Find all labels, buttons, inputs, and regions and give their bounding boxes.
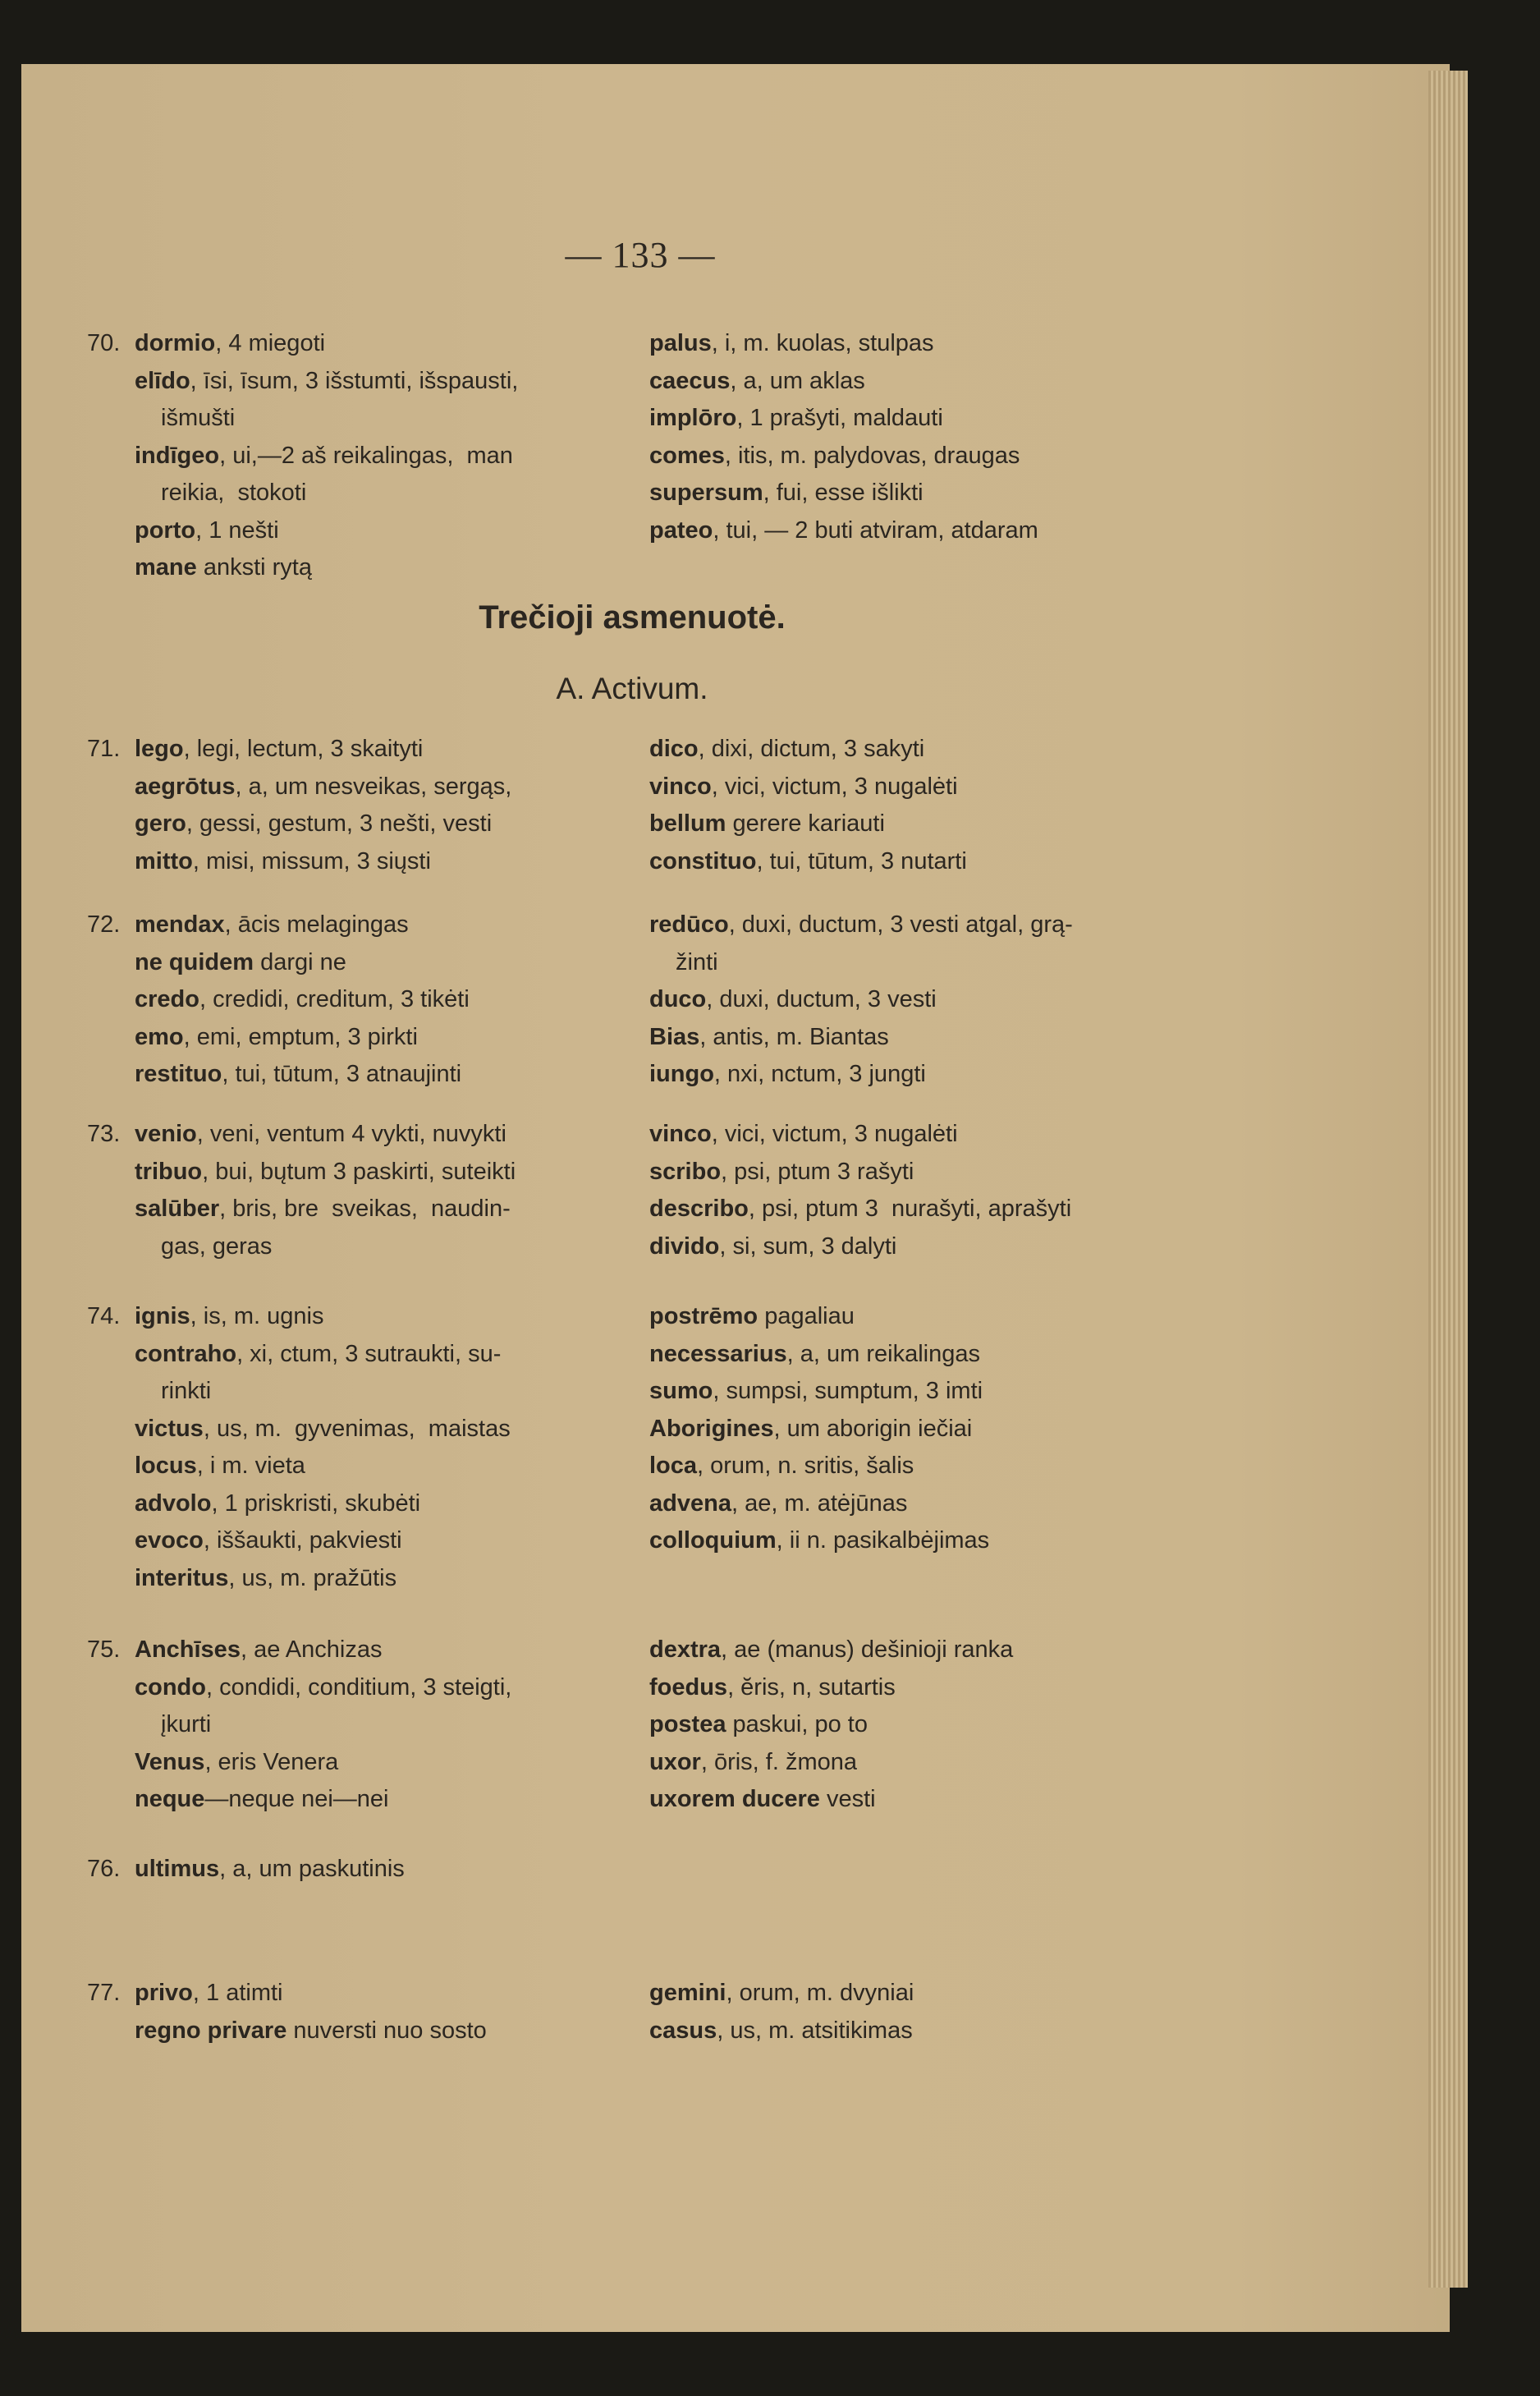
definition: , duxi, ductum, 3 vesti	[706, 986, 937, 1012]
vocab-entry	[649, 438, 1038, 475]
vocab-entry	[135, 1560, 511, 1598]
definition: , a, um paskutinis	[219, 1856, 405, 1882]
section-subheading: A. Activum.	[556, 672, 708, 705]
latin-headword: elīdo	[135, 367, 190, 394]
definition: , psi, ptum 3 nurašyti, aprašyti	[748, 1196, 1072, 1222]
vocab-entry	[649, 1706, 1013, 1744]
latin-headword: bellum	[649, 810, 726, 837]
definition: , 1 nešti	[195, 516, 279, 544]
vocab-entry	[135, 1228, 516, 1266]
exercise-number: 77.	[87, 1980, 121, 2006]
definition: , duxi, ductum, 3 vesti atgal, grą-	[728, 911, 1073, 938]
vocab-entry	[649, 1744, 1013, 1782]
vocab-entry	[135, 1019, 470, 1057]
latin-headword: sumo	[649, 1378, 713, 1404]
vocab-entry	[135, 981, 470, 1019]
definition: , orum, n. sritis, šalis	[697, 1453, 914, 1479]
vocab-entry	[649, 731, 967, 769]
latin-headword: mitto	[135, 847, 193, 874]
latin-headword: victus	[135, 1415, 204, 1442]
vocab-entry	[135, 806, 511, 843]
vocab-entry	[649, 325, 1038, 363]
latin-headword: contraho	[135, 1340, 237, 1367]
definition: , ae, m. atėjūnas	[731, 1489, 908, 1517]
latin-headword: caecus	[649, 367, 731, 394]
latin-headword: foedus	[649, 1673, 728, 1701]
definition: , ācis melagingas	[224, 911, 409, 938]
latin-headword: ultimus	[135, 1856, 220, 1882]
vocab-entry	[135, 1298, 511, 1336]
definition: , 1 prašyti, maldauti	[736, 405, 943, 431]
definition: , si, sum, 3 dalyti	[719, 1232, 897, 1260]
vocab-entry	[135, 363, 518, 401]
definition: , 4 miegoti	[215, 330, 326, 356]
definition: rinkti	[161, 1378, 212, 1404]
latin-headword: supersum	[649, 480, 763, 506]
latin-headword: lego	[135, 736, 184, 762]
definition: , īsi, īsum, 3 išstumti, išspausti,	[190, 367, 519, 394]
latin-headword: comes	[649, 442, 725, 469]
vocab-entry	[649, 769, 967, 806]
definition: , i, m. kuolas, stulpas	[711, 330, 934, 356]
right-column	[649, 731, 967, 880]
latin-headword: vinco	[649, 1121, 712, 1147]
definition: , is, m. ugnis	[190, 1303, 324, 1329]
vocab-entry	[135, 325, 518, 363]
definition: , us, m. gyvenimas, maistas	[203, 1415, 511, 1442]
definition: , nxi, nctum, 3 jungti	[713, 1061, 926, 1087]
latin-headword: dormio	[135, 330, 216, 356]
left-column	[135, 325, 518, 587]
vocab-entry	[135, 1336, 511, 1374]
exercise-number: 72.	[87, 911, 121, 938]
definition: , 1 priskristi, skubėti	[211, 1489, 421, 1517]
vocab-entry	[135, 1411, 511, 1448]
vocab-entry	[649, 1336, 989, 1374]
definition: , legi, lectum, 3 skaityti	[183, 736, 424, 762]
definition: žinti	[676, 948, 718, 975]
vocab-entry	[649, 1116, 1071, 1154]
definition: anksti rytą	[196, 554, 312, 581]
vocab-entry	[135, 400, 518, 438]
definition: , fui, esse išlikti	[763, 480, 924, 506]
latin-headword: necessarius	[649, 1340, 787, 1367]
definition: , tui, tūtum, 3 nutarti	[756, 847, 967, 874]
definition: , itis, m. palydovas, draugas	[724, 442, 1020, 469]
latin-headword: mane	[135, 554, 197, 581]
latin-headword: dico	[649, 736, 699, 762]
vocab-entry	[135, 1706, 511, 1744]
definition: paskui, po to	[726, 1711, 868, 1737]
vocab-entry	[649, 1191, 1071, 1228]
left-column	[135, 1975, 487, 2049]
vocab-entry	[649, 475, 1038, 512]
vocab-entry	[135, 549, 518, 587]
definition: , vici, victum, 3 nugalėti	[711, 1121, 958, 1147]
vocab-entry	[649, 843, 967, 881]
vocab-entry	[649, 512, 1038, 550]
definition: , antis, m. Biantas	[699, 1023, 889, 1050]
definition: nuversti nuo sosto	[286, 2017, 487, 2044]
latin-headword: pateo	[649, 516, 713, 544]
vocab-entry	[135, 1669, 511, 1707]
vocab-entry	[649, 806, 967, 843]
definition: , ōris, f. žmona	[700, 1748, 858, 1775]
vocab-entry	[135, 1975, 487, 2013]
vocab-entry	[135, 1485, 511, 1523]
latin-headword: aegrōtus	[135, 773, 236, 800]
right-column	[649, 1975, 914, 2049]
vocab-entry	[135, 731, 511, 769]
vocab-entry	[649, 1228, 1071, 1266]
latin-headword: indīgeo	[135, 442, 220, 469]
page-edges	[1428, 71, 1468, 2288]
latin-headword: dextra	[649, 1636, 722, 1663]
definition: , credidi, creditum, 3 tikėti	[199, 986, 470, 1012]
definition: pagaliau	[758, 1303, 855, 1329]
vocab-entry	[649, 1154, 1071, 1191]
vocab-entry	[649, 1975, 914, 2013]
latin-headword: emo	[135, 1023, 184, 1050]
latin-headword: salūber	[135, 1196, 220, 1222]
vocab-entry	[135, 438, 518, 475]
latin-headword: vinco	[649, 773, 712, 800]
latin-headword: describo	[649, 1196, 749, 1222]
vocab-entry	[135, 1851, 405, 1889]
definition: , bui, bųtum 3 paskirti, suteikti	[202, 1158, 516, 1185]
latin-headword: implōro	[649, 405, 737, 431]
latin-headword: Aborigines	[649, 1415, 774, 1442]
vocab-entry	[135, 1154, 516, 1191]
vocab-entry	[135, 1522, 511, 1560]
latin-headword: uxorem ducere	[649, 1786, 820, 1812]
vocab-entry	[135, 1781, 511, 1819]
page-number: — 133 —	[565, 235, 716, 275]
vocab-entry	[135, 475, 518, 512]
definition: , ae (manus) dešinioji ranka	[721, 1636, 1014, 1663]
left-column	[135, 1632, 511, 1819]
definition: gerere kariauti	[726, 810, 885, 837]
left-column	[135, 1116, 516, 1265]
definition: dargi ne	[254, 948, 346, 975]
definition: išmušti	[161, 405, 236, 431]
vocab-entry	[649, 1056, 1073, 1094]
exercise-number: 76.	[87, 1856, 121, 1882]
vocab-entry	[649, 1781, 1013, 1819]
latin-headword: colloquium	[649, 1527, 777, 1554]
vocab-entry	[649, 907, 1073, 944]
exercise-number: 75.	[87, 1636, 121, 1663]
latin-headword: Bias	[649, 1023, 700, 1050]
vocab-entry	[649, 1669, 1013, 1707]
definition: , dixi, dictum, 3 sakyti	[698, 736, 925, 762]
latin-headword: Anchīses	[135, 1636, 241, 1663]
definition: , um aborigin iečiai	[773, 1415, 973, 1442]
definition: , gessi, gestum, 3 nešti, vesti	[186, 810, 493, 837]
definition: , a, um aklas	[730, 367, 865, 394]
vocab-entry	[649, 1298, 989, 1336]
left-column	[135, 731, 511, 880]
left-column	[135, 1851, 405, 1889]
definition: , a, um nesveikas, sergąs,	[235, 773, 512, 800]
left-column	[135, 907, 470, 1094]
latin-headword: loca	[649, 1453, 698, 1479]
definition: , ii n. pasikalbėjimas	[776, 1527, 990, 1554]
right-column	[649, 1632, 1013, 1819]
left-column	[135, 1298, 511, 1597]
vocab-entry	[649, 1485, 989, 1523]
latin-headword: casus	[649, 2017, 717, 2044]
definition: reikia, stokoti	[161, 480, 307, 506]
right-column	[649, 1298, 989, 1560]
latin-headword: restituo	[135, 1061, 222, 1087]
latin-headword: neque	[135, 1786, 205, 1812]
exercise-number: 74.	[87, 1303, 121, 1329]
definition: , ae Anchizas	[240, 1636, 383, 1663]
latin-headword: uxor	[649, 1748, 701, 1775]
definition: , eris Venera	[204, 1748, 339, 1775]
vocab-entry	[649, 1411, 989, 1448]
exercise-number: 73.	[87, 1121, 121, 1147]
vocab-entry	[649, 944, 1073, 982]
right-column	[649, 1116, 1071, 1265]
definition: , condidi, conditium, 3 steigti,	[206, 1673, 512, 1701]
definition: , us, m. pražūtis	[228, 1564, 397, 1591]
definition: , sumpsi, sumptum, 3 imti	[713, 1378, 983, 1404]
latin-headword: locus	[135, 1453, 197, 1479]
vocab-entry	[135, 1116, 516, 1154]
definition: , orum, m. dvyniai	[726, 1980, 914, 2006]
definition: , vici, victum, 3 nugalėti	[711, 773, 958, 800]
definition: , bris, bre sveikas, naudin-	[219, 1196, 511, 1222]
vocab-entry	[135, 1191, 516, 1228]
latin-headword: duco	[649, 986, 707, 1012]
definition: gas, geras	[161, 1232, 273, 1260]
definition: vesti	[819, 1786, 876, 1812]
definition: , iššaukti, pakviesti	[203, 1527, 402, 1554]
latin-headword: evoco	[135, 1527, 204, 1554]
latin-headword: postea	[649, 1711, 726, 1737]
definition: , tui, — 2 buti atviram, atdaram	[713, 516, 1038, 544]
vocab-entry	[135, 1373, 511, 1411]
definition: , psi, ptum 3 rašyti	[721, 1158, 914, 1185]
definition: , a, um reikalingas	[786, 1340, 980, 1367]
vocab-entry	[649, 1632, 1013, 1669]
vocab-entry	[649, 1373, 989, 1411]
vocab-entry	[135, 1632, 511, 1669]
vocab-entry	[649, 363, 1038, 401]
latin-headword: condo	[135, 1673, 206, 1701]
latin-headword: constituo	[649, 847, 757, 874]
vocab-entry	[135, 1448, 511, 1485]
vocab-entry	[649, 400, 1038, 438]
latin-headword: advena	[649, 1489, 731, 1517]
definition: , ĕris, n, sutartis	[727, 1673, 896, 1701]
definition: , us, m. atsitikimas	[717, 2017, 913, 2044]
latin-headword: interitus	[135, 1564, 229, 1591]
vocab-entry	[135, 843, 511, 881]
vocab-entry	[135, 944, 470, 982]
latin-headword: porto	[135, 516, 196, 544]
right-column	[649, 907, 1073, 1094]
vocab-entry	[649, 981, 1073, 1019]
vocab-entry	[135, 1744, 511, 1782]
latin-headword: scribo	[649, 1158, 722, 1185]
latin-headword: postrēmo	[649, 1303, 759, 1329]
vocab-entry	[135, 2013, 487, 2050]
latin-headword: advolo	[135, 1489, 212, 1517]
latin-headword: ne quidem	[135, 948, 254, 975]
exercise-number: 71.	[87, 736, 121, 762]
latin-headword: Venus	[135, 1748, 205, 1775]
latin-headword: privo	[135, 1980, 193, 2006]
definition: , i m. vieta	[196, 1453, 305, 1479]
latin-headword: gero	[135, 810, 186, 837]
vocab-entry	[649, 1019, 1073, 1057]
definition: , ui,—2 aš reikalingas, man	[219, 442, 513, 469]
latin-headword: credo	[135, 986, 199, 1012]
vocab-entry	[649, 1522, 989, 1560]
exercise-number: 70.	[87, 330, 121, 356]
latin-headword: gemini	[649, 1980, 726, 2006]
latin-headword: divido	[649, 1232, 720, 1260]
definition: įkurti	[161, 1711, 212, 1737]
definition: —neque nei—nei	[204, 1786, 389, 1812]
vocab-entry	[135, 907, 470, 944]
latin-headword: redūco	[649, 911, 729, 938]
vocab-entry	[135, 769, 511, 806]
vocab-entry	[135, 1056, 470, 1094]
vocab-entry	[135, 512, 518, 550]
definition: , tui, tūtum, 3 atnaujinti	[222, 1061, 462, 1087]
latin-headword: palus	[649, 330, 712, 356]
latin-headword: ignis	[135, 1303, 190, 1329]
definition: , emi, emptum, 3 pirkti	[183, 1023, 418, 1050]
definition: , 1 atimti	[192, 1980, 283, 2006]
definition: , misi, missum, 3 siųsti	[192, 847, 431, 874]
right-column	[649, 325, 1038, 549]
vocab-entry	[649, 2013, 914, 2050]
latin-headword: venio	[135, 1121, 197, 1147]
definition: , xi, ctum, 3 sutraukti, su-	[236, 1340, 502, 1367]
latin-headword: iungo	[649, 1061, 714, 1087]
vocab-entry	[649, 1448, 989, 1485]
definition: , veni, ventum 4 vykti, nuvykti	[196, 1121, 506, 1147]
section-heading: Trečioji asmenuotė.	[479, 599, 786, 636]
latin-headword: regno privare	[135, 2017, 287, 2044]
latin-headword: tribuo	[135, 1158, 203, 1185]
latin-headword: mendax	[135, 911, 225, 938]
